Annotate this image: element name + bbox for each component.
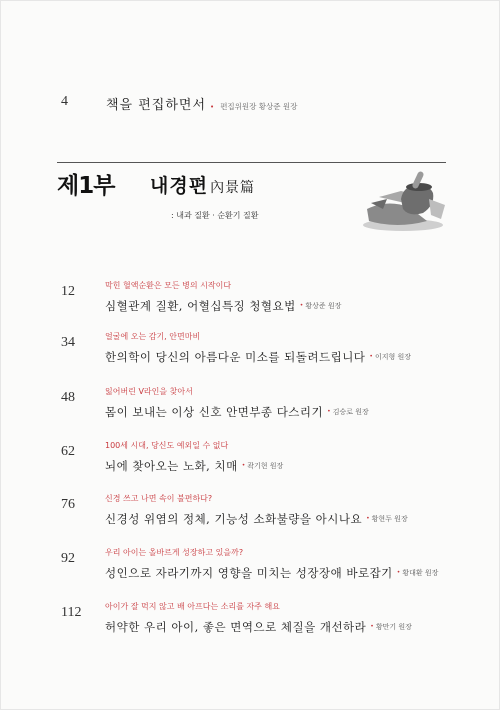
entry-page-number: 76 <box>61 497 75 512</box>
entry-author: 이지형 원장 <box>374 352 412 361</box>
part-title-hanja: 內景篇 <box>210 180 256 196</box>
entry-author: 곽기현 원장 <box>247 461 284 470</box>
entry-page-number: 48 <box>61 390 75 405</box>
intro-bullet: • <box>210 103 215 111</box>
entry-page-number: 34 <box>61 335 75 350</box>
intro-page-number: 4 <box>61 94 69 109</box>
entry-title: 한의학이 당신의 아름다운 미소를 되돌려드립니다 <box>105 350 366 364</box>
entry-kicker: 잃어버린 V라인을 찾아서 <box>105 387 193 396</box>
entry-author: 김승로 원장 <box>332 407 369 416</box>
entry-title: 성인으로 자라기까지 영향을 미치는 성장장애 바로잡기 <box>105 566 393 580</box>
intro-entry <box>106 94 297 113</box>
entry-author: 황현두 원장 <box>371 514 408 523</box>
entry-bullet: • <box>366 515 370 522</box>
section-divider <box>57 162 446 163</box>
entry-bullet: • <box>299 302 304 309</box>
intro-author: 편집위원장 황상준 원장 <box>220 102 298 111</box>
part-subtitle: : 내과 질환 · 순환기 질환 <box>171 211 259 220</box>
entry-page-number: 112 <box>61 605 82 620</box>
entry-bullet: • <box>369 353 373 360</box>
entry-author: 황만기 원장 <box>375 622 412 631</box>
entry-kicker: 100세 시대, 당신도 예외일 수 없다 <box>105 441 229 450</box>
entry-page-number: 12 <box>61 284 75 299</box>
part-title <box>150 171 255 198</box>
entry-kicker: 신경 쓰고 나면 속이 불편하다? <box>105 494 213 503</box>
intro-title: 책을 편집하면서 <box>106 98 207 113</box>
entry-page-number: 62 <box>61 444 75 459</box>
entry-kicker: 막힌 혈액순환은 모든 병의 시작이다 <box>105 281 232 290</box>
entry-kicker: 아이가 잘 먹지 않고 배 아프다는 소리를 자주 해요 <box>105 602 280 611</box>
entry-kicker: 우리 아이는 올바르게 성장하고 있을까? <box>105 548 244 557</box>
entry-bullet: • <box>327 408 331 415</box>
entry-bullet: • <box>396 569 401 576</box>
entry-title: 몸이 보내는 이상 신호 안면부종 다스리기 <box>105 405 324 419</box>
part-heading <box>57 167 256 200</box>
entry-title: 심혈관계 질환, 어혈십특징 청혈요법 <box>105 299 296 313</box>
part-label: 제1부 <box>57 173 115 199</box>
entry-author: 황대환 원장 <box>402 568 439 577</box>
entry-author: 황상준 원장 <box>305 301 342 310</box>
entry-title: 허약한 우리 아이, 좋은 면역으로 체질을 개선하라 <box>105 620 367 634</box>
mortar-and-pestle-image <box>357 169 447 231</box>
entry-bullet: • <box>370 623 374 630</box>
entry-kicker: 얼굴에 오는 감기, 안면마비 <box>105 332 201 341</box>
part-title-text: 내경편 <box>150 175 209 197</box>
entry-title: 신경성 위염의 정체, 기능성 소화불량을 아시나요 <box>105 512 363 526</box>
entry-title: 뇌에 찾아오는 노화, 치매 <box>105 459 238 473</box>
entry-page-number: 92 <box>61 551 75 566</box>
entry-bullet: • <box>241 462 246 469</box>
